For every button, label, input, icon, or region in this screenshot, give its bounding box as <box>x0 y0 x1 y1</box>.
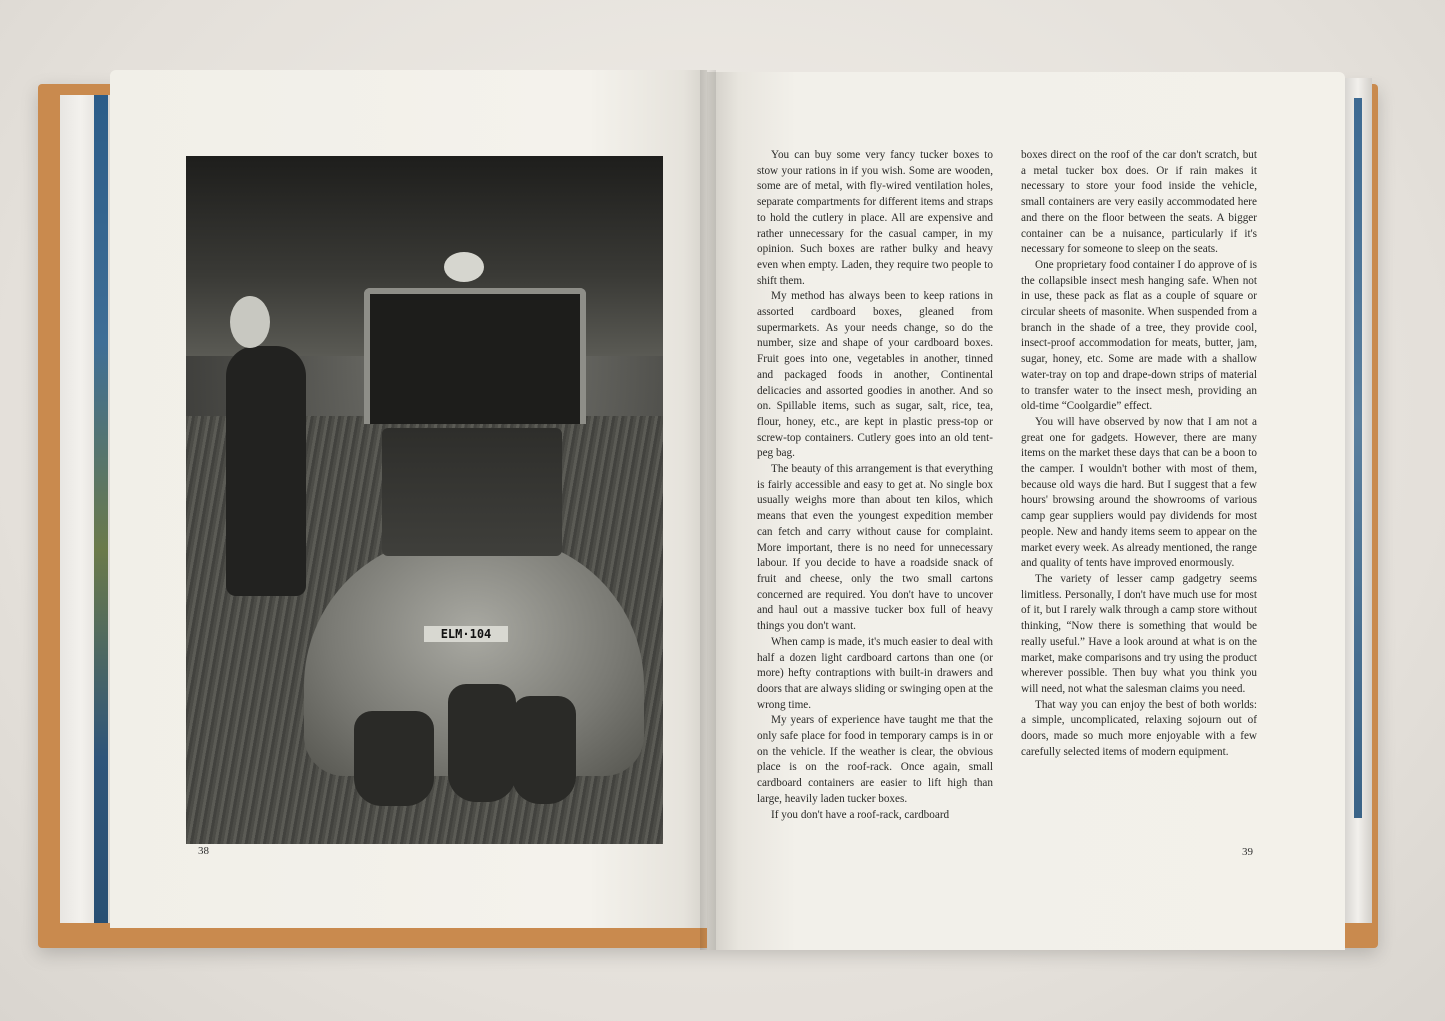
photo-car-and-boy <box>186 156 663 844</box>
photo-car-hood <box>364 288 586 424</box>
paragraph: When camp is made, it's much easier to deal with half a dozen light cardboard cartons than one (or more) hefty contraptions with built-in drawers and doors that are always sliding or swinging open at the wrong time. <box>757 635 993 711</box>
paragraph: If you don't have a roof-rack, cardboard <box>771 808 950 821</box>
photo-car-trunk <box>382 428 562 556</box>
page-number-right: 39 <box>1242 846 1253 858</box>
page-edges-left <box>60 95 112 923</box>
text-column-2 <box>1021 148 1257 760</box>
text-column-1 <box>757 148 993 823</box>
paragraph-continuation: boxes direct on the roof of the car don't scratch, but a metal tucker box does. Or if rain makes it necessary to store your food inside the vehicle, small containers are very easily accommodated here and there on the floor between the seats. A bigger container can be a nuisance, particularly if it's necessary for someone to sleep on the seats. <box>1021 149 1257 256</box>
paragraph: You will have observed by now that I am not a great one for gadgets. However, there are many items on the market these days that can be a boon to the camper. I wouldn't bother with most of them, because old ways die hard. But I suggest that a few hours' browsing around the showrooms of various camp gear suppliers would pay dividends for most people. New and handy items seem to appear on the market every week. As already mentioned, the range and quality of tents have improved enormously. <box>1021 415 1257 570</box>
photo-car-spotlight <box>444 252 484 282</box>
paragraph: My years of experience have taught me that the only safe place for food in temporary camps is in or on the vehicle. If the weather is clear, the obvious place is on the roof-rack. Once again, small cardboard containers are easier to lift high than large, heavily laden tucker boxes. <box>757 714 993 805</box>
photo-bag <box>354 711 434 806</box>
page-edges-right <box>1344 78 1372 923</box>
paragraph: The beauty of this arrangement is that everything is fairly accessible and easy to get at. No single box usually weighs more than about ten kilos, which means that even the youngest expedition member can fetch and carry without cause for complaint. More important, there is no need for unnecessary labour. If you decide to have a roadside snack of fruit and cheese, only the two small cartons concerned are required. You don't have to uncover and haul out a massive tucker box full of heavy things you don't want. <box>757 463 993 633</box>
page-number-left: 38 <box>198 845 209 857</box>
paragraph: My method has always been to keep rations in assorted cardboard boxes, gleaned from supermarkets. As your needs change, so do the number, size and shape of your cardboard boxes. Fruit goes into one, vegetables in another, tinned and packaged foods in another, Continental delicacies and assorted goodies in another. And so on. Spillable items, such as sugar, salt, rice, tea, flour, honey, etc., are kept in plastic press-top or screw-top containers. Cutlery goes into an old tent-peg bag. <box>757 290 993 460</box>
photo-bag <box>512 696 576 804</box>
photo-bag <box>448 684 516 802</box>
paragraph: The variety of lesser camp gadgetry seems limitless. Personally, I don't have much use for most of it, but I rarely walk through a camp store without thinking, “Now there is something that would be really useful.” Have a look around at what is on the market, make comparisons and try using the product wherever possible. Then buy what you think you will need, not what the salesman claims you need. <box>1021 572 1257 695</box>
book-gutter <box>700 70 716 950</box>
photo-license-plate: ELM·104 <box>424 626 508 642</box>
paragraph: That way you can enjoy the best of both worlds: a simple, uncomplicated, relaxing sojourn out of doors, made so much more enjoyable with a few carefully selected items of modern equipment. <box>1021 698 1257 758</box>
paragraph: One proprietary food container I do approve of is the collapsible insect mesh hanging safe. When not in use, these pack as flat as a couple of square or circular sheets of masonite. When suspended from a branch in the shade of a tree, they provide cool, insect-proof accommodation for meats, butter, jam, sugar, honey, etc. Some are made with a shallow water-tray on top and drape-down strips of material to transfer water to the insect mesh, providing an old-time “Coolgardie” effect. <box>1021 258 1257 413</box>
paragraph: You can buy some very fancy tucker boxes to stow your rations in if you wish. Some are wooden, some are of metal, with fly-wired ventilation holes, separate compartments for different items and straps to hold the cutlery in place. All are expensive and rather unnecessary for the casual camper, in my opinion. Such boxes are rather bulky and heavy even when empty. Laden, they require two people to shift them. <box>757 149 993 287</box>
photo-boy-face <box>230 296 270 348</box>
photo-boy <box>226 346 306 596</box>
